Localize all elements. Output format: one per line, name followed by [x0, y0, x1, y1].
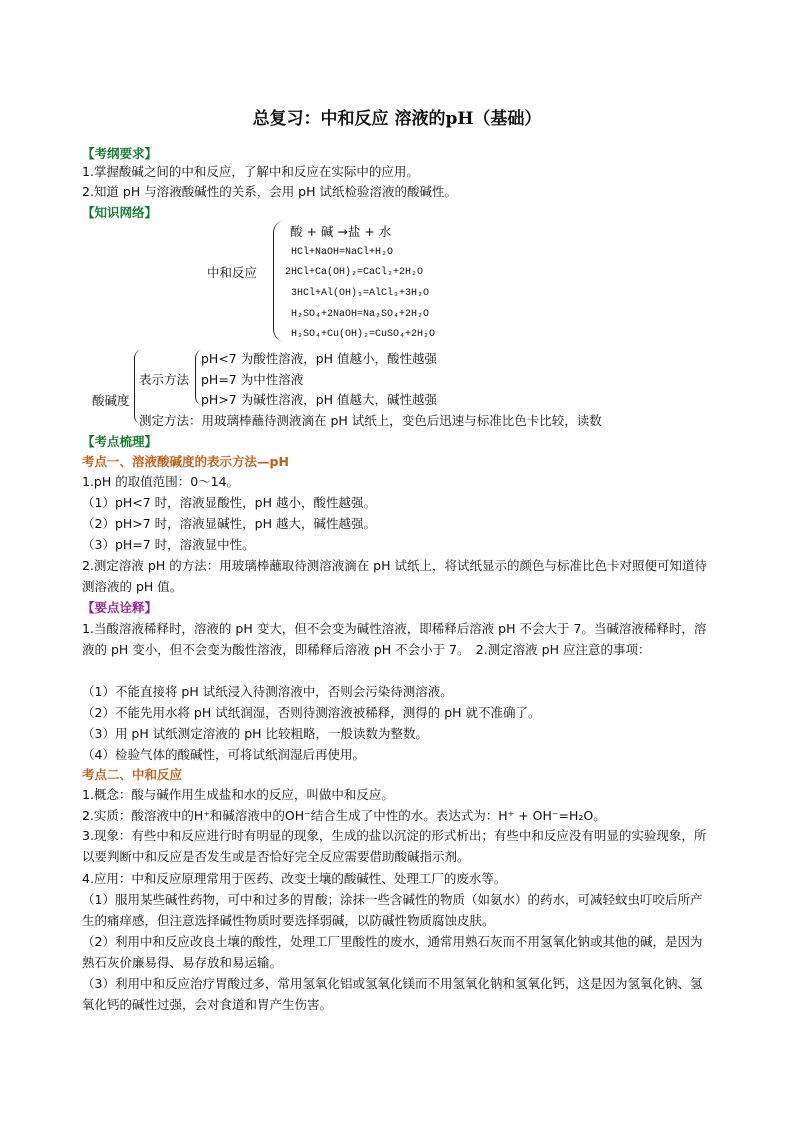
- neutralization-item: 酸 + 碱 →盐 + 水: [290, 224, 392, 239]
- key-point-line: （2）不能先用水将 pH 试纸润湿，否则待测溶液被稀释，测得的 pH 就不准确了。: [82, 705, 541, 720]
- key-point-line: （1）不能直接将 pH 试纸浸入待测溶液中，否则会污染待测溶液。: [82, 684, 453, 699]
- acidity-label: 酸碱度: [92, 393, 130, 408]
- key-points-heading: 【要点诠释】: [82, 600, 158, 615]
- point1-line: （1）pH<7 时，溶液显酸性，pH 越小，酸性越强。: [82, 495, 376, 510]
- expression-item: pH=7 为中性溶液: [201, 372, 304, 387]
- point1-line: （2）pH>7 时，溶液显碱性，pH 越大，碱性越强。: [82, 516, 376, 531]
- syllabus-heading: 【考纲要求】: [82, 146, 158, 161]
- point1-title: 考点一、溶液酸碱度的表示方法—pH: [82, 454, 289, 469]
- page-title: 总复习：中和反应 溶液的pH（基础）: [252, 109, 542, 129]
- expression-item: pH<7 为酸性溶液，pH 值越小，酸性越强: [201, 351, 438, 366]
- point1-line: 1.pH 的取值范围：0～14。: [82, 474, 240, 489]
- point2-line: 4.应用：中和反应原理常用于医药、改变土壤的酸碱性、处理工厂的废水等。: [82, 871, 507, 886]
- measure-method: 测定方法：用玻璃棒蘸待测液滴在 pH 试纸上，变色后迅速与标准比色卡比较，读数: [139, 413, 602, 428]
- expression-item: pH>7 为碱性溶液，pH 值越大，碱性越强: [201, 392, 438, 407]
- neutralization-item: 3HCl+Al(OH)₃=AlCl₃+3H₂O: [291, 288, 430, 299]
- syllabus-item: 1.掌握酸碱之间的中和反应，了解中和反应在实际中的应用。: [82, 164, 419, 179]
- neutralization-label: 中和反应: [207, 265, 258, 280]
- neutralization-item: H₂SO₄+Cu(OH)₂=CuSO₄+2H₂O: [291, 329, 436, 340]
- review-heading: 【考点梳理】: [82, 434, 158, 449]
- expression-label: 表示方法: [139, 372, 190, 387]
- neutralization-item: 2HCl+Ca(OH)₂=CaCl₂+2H₂O: [285, 267, 424, 278]
- key-points-paragraph: 1.当酸溶液稀释时，溶液的 pH 变大，但不会变为碱性溶液，即稀释后溶液 pH 不会大于 7。当碱溶液稀释时，溶液的 pH 变小，但不会变为酸性溶液，即稀释后溶液 pH 不会小于 7。 2.测定溶液 pH 应注意的事项：: [82, 621, 707, 657]
- syllabus-item: 2.知道 pH 与溶液酸碱性的关系，会用 pH 试纸检验溶液的酸碱性。: [82, 184, 457, 199]
- neutralization-item: H₂SO₄+2NaOH=Na₂SO₄+2H₂O: [291, 309, 430, 320]
- neutralization-item: HCl+NaOH=NaCl+H₂O: [291, 247, 394, 258]
- point2-line: 1.概念：酸与碱作用生成盐和水的反应，叫做中和反应。: [82, 787, 394, 802]
- point1-paragraph: 2.测定溶液 pH 的方法：用玻璃棒蘸取待测溶液滴在 pH 试纸上，将试纸显示的颜色与标准比色卡对照便可知道待测溶液的 pH 值。: [82, 558, 707, 594]
- point2-paragraph: （3）利用中和反应治疗胃酸过多，常用氢氧化铝或氢氧化镁而不用氢氧化钠和氢氧化钙，这是因为氢氧化钠、氢氧化钙的碱性过强，会对食道和胃产生伤害。: [82, 976, 703, 1012]
- key-point-line: （3）用 pH 试纸测定溶液的 pH 比较粗略，一般读数为整数。: [82, 726, 429, 741]
- point2-paragraph: （1）服用某些碱性药物，可中和过多的胃酸；涂抹一些含碱性的物质（如氨水）的药水，可减轻蚊虫叮咬后所产生的痛痒感，但注意选择碱性物质时要选择弱碱，以防碱性物质腐蚀皮肤。: [82, 892, 703, 928]
- key-point-line: （4）检验气体的酸碱性，可将试纸润湿后再使用。: [82, 747, 365, 762]
- point2-title: 考点二、中和反应: [82, 767, 183, 782]
- network-heading: 【知识网络】: [82, 205, 158, 220]
- neutralization-brace: [273, 221, 283, 341]
- point2-paragraph: 3.现象：有些中和反应进行时有明显的现象，生成的盐以沉淀的形式析出；有些中和反应没有明显的实验现象，所以要判断中和反应是否发生或是否恰好完全反应需要借助酸碱指示剂。: [82, 828, 707, 864]
- point2-paragraph: （2）利用中和反应改良土壤的酸性，处理工厂里酸性的废水，通常用熟石灰而不用氢氧化钠或其他的碱，是因为熟石灰价廉易得、易存放和易运输。: [82, 934, 703, 970]
- point2-line: 2.实质：酸溶液中的H⁺和碱溶液中的OH⁻结合生成了中性的水。表达式为：H⁺ + OH⁻=H₂O。: [82, 808, 606, 823]
- point1-line: （3）pH=7 时，溶液显中性。: [82, 537, 255, 552]
